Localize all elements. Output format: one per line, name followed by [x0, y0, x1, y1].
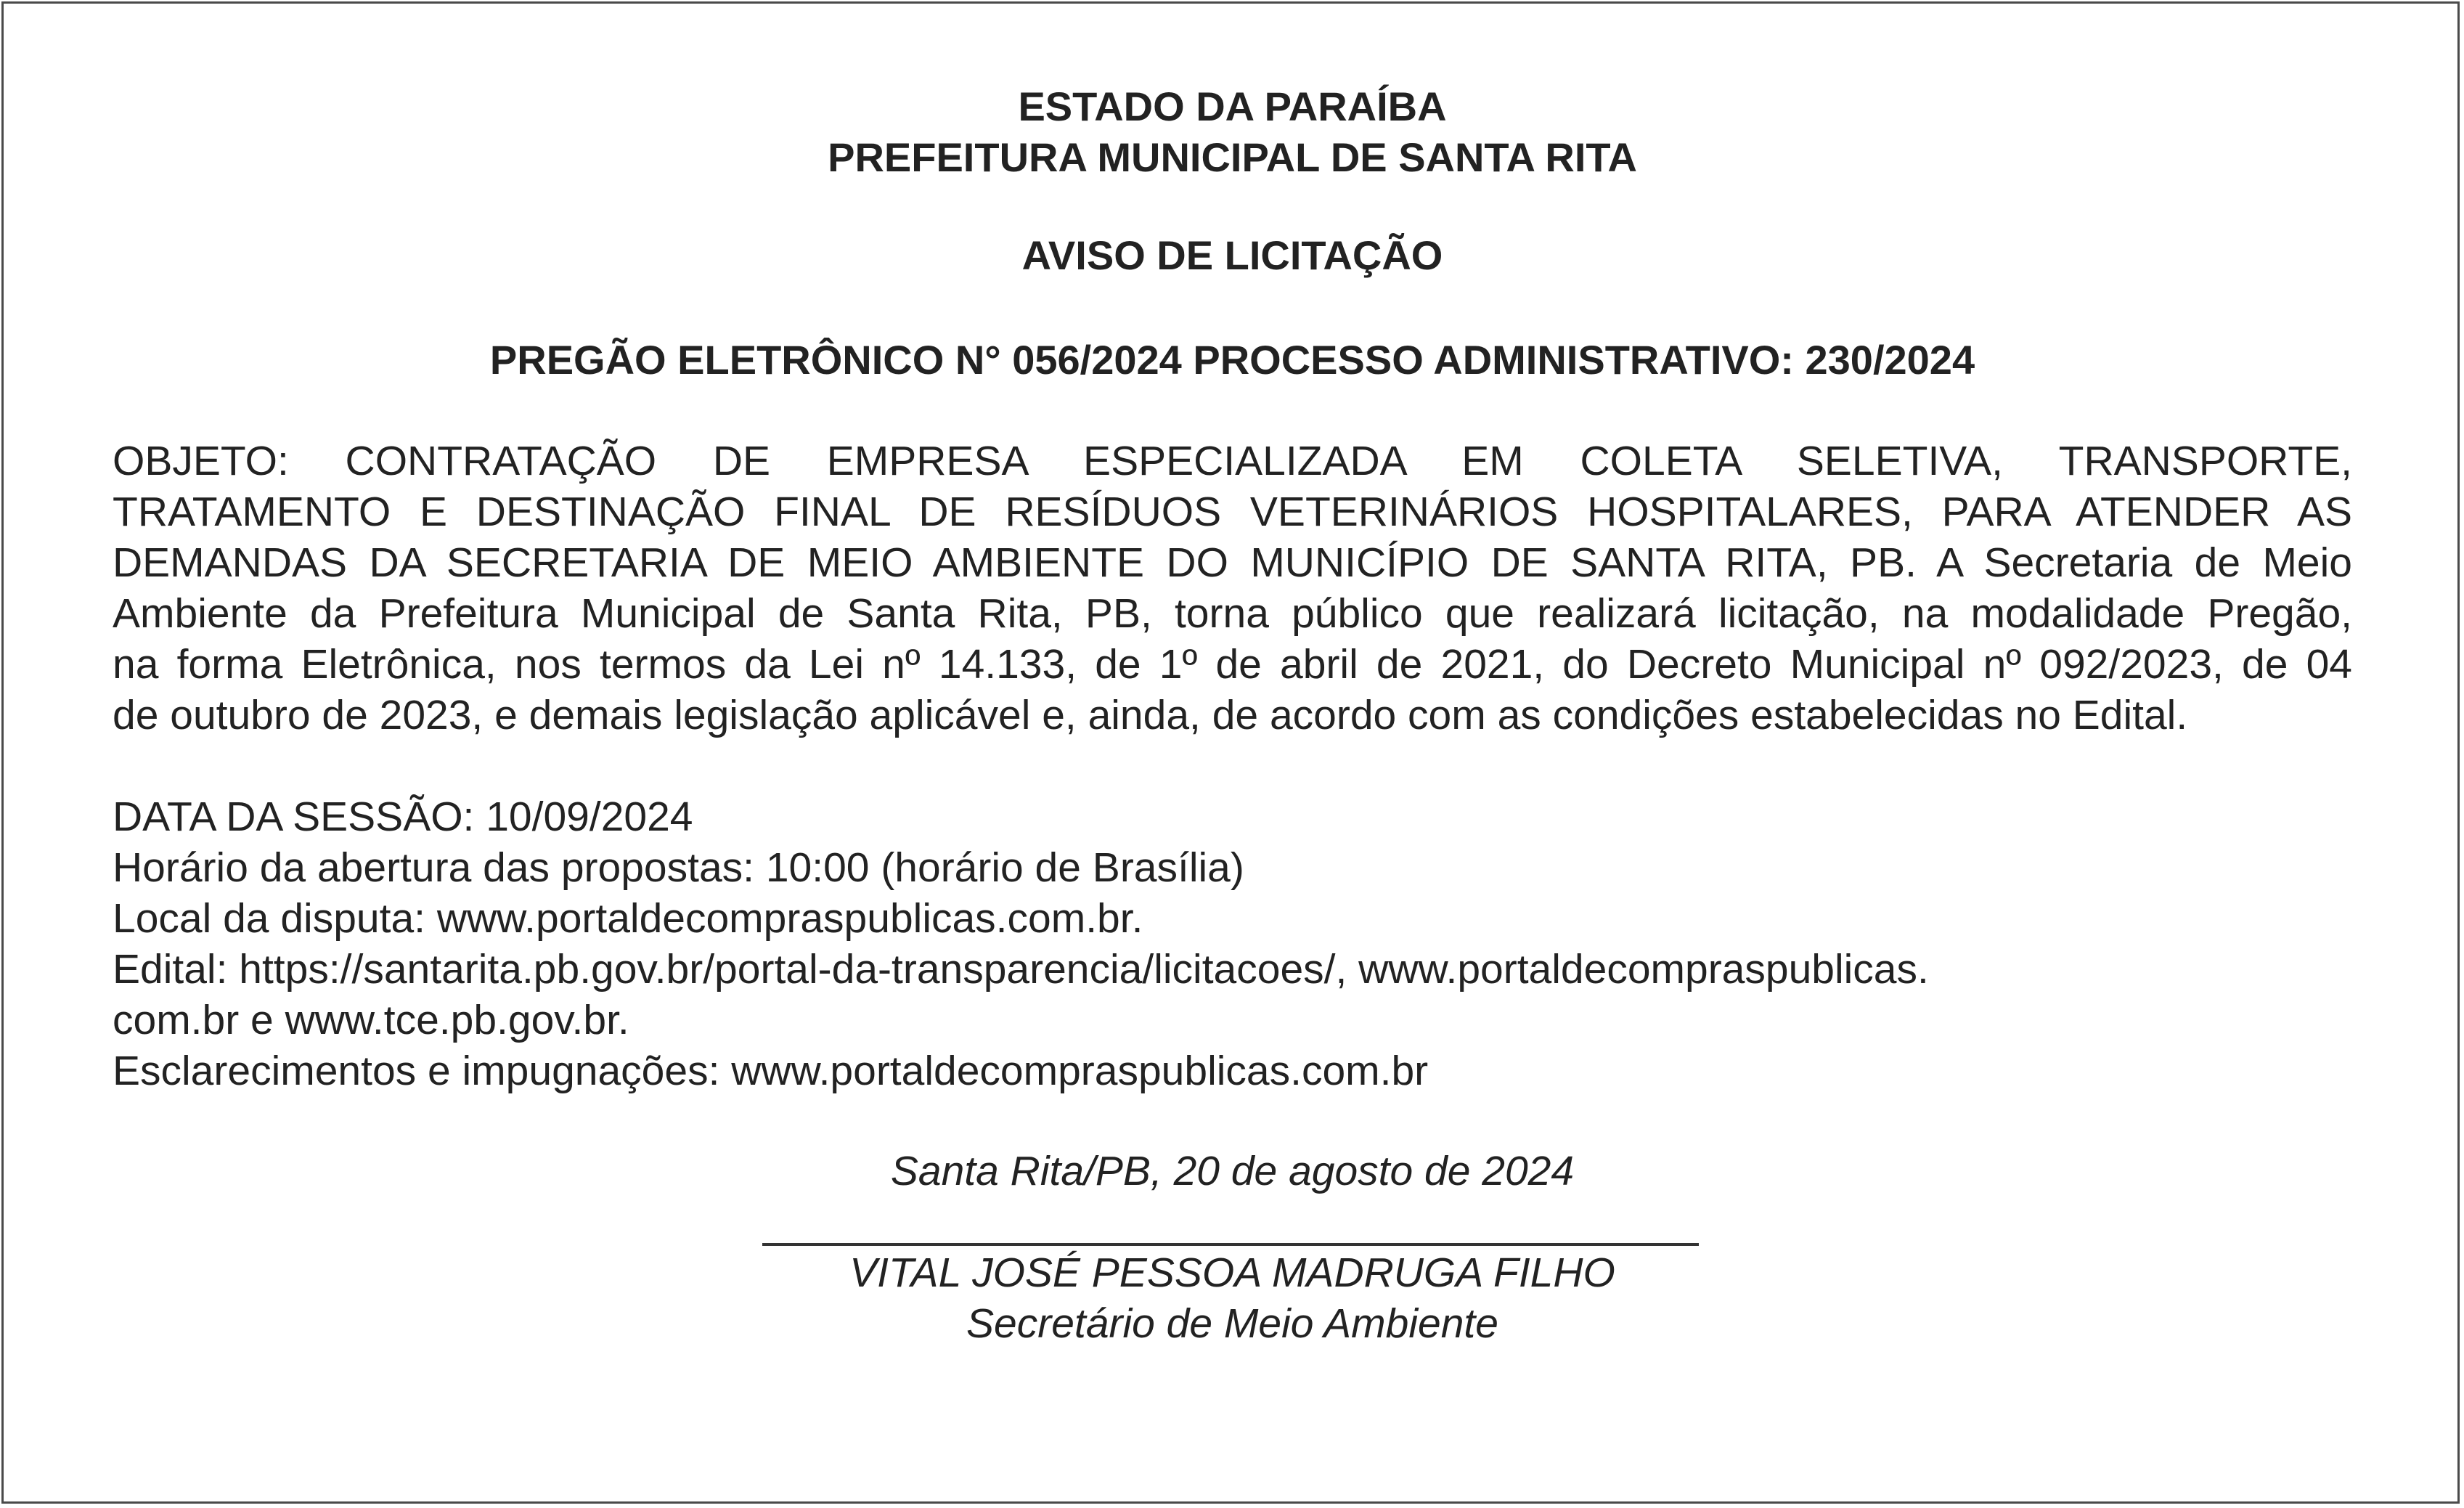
objeto-line: de outubro de 2023, e demais legislação aplicável e, ainda, de acordo com as condições estabelecidas no Edital. [113, 692, 2188, 738]
notice-title: AVISO DE LICITAÇÃO [1021, 232, 1443, 278]
objeto-line: Ambiente da Prefeitura Municipal de Santa Rita, PB, torna público que realizará licitação, na modalidade Pregão, [113, 590, 2352, 637]
edital-links-line2: com.br e www.tce.pb.gov.br. [113, 997, 629, 1043]
state-heading: ESTADO DA PARAÍBA [1018, 83, 1447, 129]
objeto-line: na forma Eletrônica, nos termos da Lei nº 14.133, de 1º de abril de 2021, do Decreto Municipal nº 092/2023, de 04 [113, 641, 2352, 688]
objeto-line: OBJETO: CONTRATAÇÃO DE EMPRESA ESPECIALIZADA EM COLETA SELETIVA, TRANSPORTE, [113, 438, 2352, 484]
signatory-name: VITAL JOSÉ PESSOA MADRUGA FILHO [849, 1250, 1615, 1296]
signatory-role: Secretário de Meio Ambiente [966, 1300, 1498, 1347]
signature-line [762, 1243, 1699, 1246]
municipality-heading: PREFEITURA MUNICIPAL DE SANTA RITA [828, 134, 1637, 180]
dispute-location: Local da disputa: www.portaldecompraspublicas.com.br. [113, 895, 1143, 942]
objeto-paragraph [113, 436, 2352, 741]
objeto-line: DEMANDAS DA SECRETARIA DE MEIO AMBIENTE DO MUNICÍPIO DE SANTA RITA, PB. A Secretaria de Meio [113, 539, 2352, 586]
clarifications-line: Esclarecimentos e impugnações: www.portaldecompraspublicas.com.br [113, 1048, 1429, 1094]
session-info [113, 791, 2352, 1096]
process-line: PREGÃO ELETRÔNICO N° 056/2024 PROCESSO ADMINISTRATIVO: 230/2024 [489, 337, 1975, 383]
objeto-line: TRATAMENTO E DESTINAÇÃO FINAL DE RESÍDUOS VETERINÁRIOS HOSPITALARES, PARA ATENDER AS [113, 489, 2352, 535]
opening-time: Horário da abertura das propostas: 10:00 (horário de Brasília) [113, 844, 1244, 891]
place-date: Santa Rita/PB, 20 de agosto de 2024 [890, 1148, 1575, 1194]
session-date: DATA DA SESSÃO: 10/09/2024 [113, 794, 693, 840]
edital-links-line1: Edital: https://santarita.pb.gov.br/portal-da-transparencia/licitacoes/, www.portaldecompraspublicas. [113, 946, 1929, 993]
